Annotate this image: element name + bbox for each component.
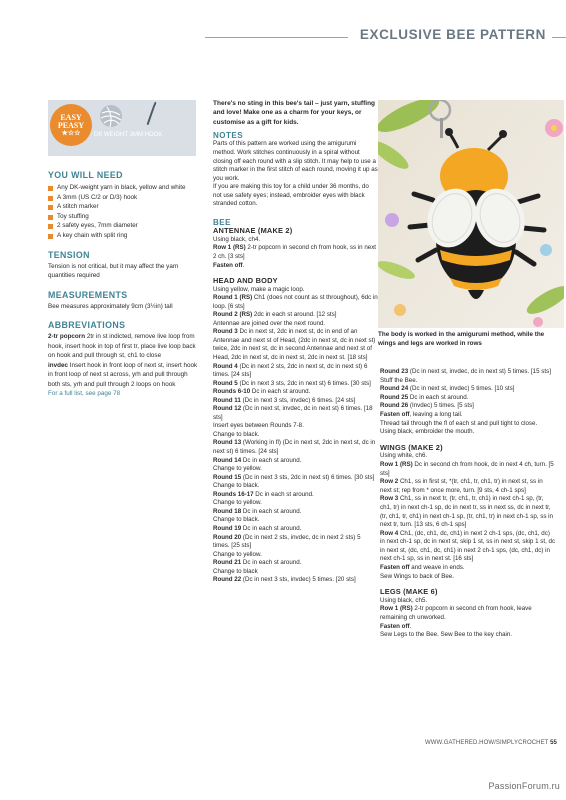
instruction-line — [213, 576, 378, 585]
instruction-text: (Dc in next st, invdec) 5 times. [10 sts] — [408, 385, 515, 393]
wings-instructions — [380, 452, 556, 581]
instruction-line — [213, 422, 378, 431]
instruction-step-label: Round 5 — [213, 379, 238, 387]
instruction-text: Using black, ch4. — [213, 235, 261, 243]
instruction-text: Change to black. — [213, 516, 260, 524]
right-column — [380, 368, 556, 640]
list-item: A stitch marker — [48, 202, 198, 212]
head-body-continued — [380, 368, 556, 437]
instruction-text: Using black, embroider the mouth. — [380, 428, 475, 436]
instruction-text: . — [409, 622, 412, 630]
footer-url[interactable]: WWW.GATHERED.HOW/SIMPLYCROCHET — [425, 740, 549, 746]
instruction-step-label: Round 15 — [213, 473, 242, 481]
instruction-line — [213, 380, 378, 389]
instruction-line — [213, 491, 378, 500]
list-item: A key chain with split ring — [48, 231, 198, 241]
antennae-heading: ANTENNAE (MAKE 2) — [213, 226, 293, 236]
instruction-step-label: Round 24 — [380, 385, 409, 393]
instruction-line — [380, 530, 556, 564]
instruction-line — [213, 534, 378, 551]
page-number: 55 — [550, 740, 557, 746]
yarn-ball-icon — [98, 103, 124, 129]
instruction-step-label: Round 25 — [380, 393, 409, 401]
bullet-square-icon — [48, 186, 53, 191]
instruction-step-label: Row 1 (RS) — [380, 605, 413, 613]
instruction-step-label: Round 20 — [213, 533, 242, 541]
instruction-step-label: Rounds 6-10 — [213, 388, 251, 396]
instruction-text: Dc in each st around. — [241, 507, 302, 515]
instruction-line — [380, 411, 556, 420]
instruction-step-label: Round 3 — [213, 328, 238, 336]
instruction-line — [380, 597, 556, 606]
instruction-line — [380, 478, 556, 495]
instruction-step-label: Round 22 — [213, 576, 242, 584]
watermark: PassionForum.ru — [488, 781, 560, 791]
instruction-line — [380, 402, 556, 411]
head-body-instructions — [213, 286, 378, 585]
instruction-line — [213, 405, 378, 422]
instruction-step-label: Round 13 — [213, 439, 242, 447]
instruction-text: Dc in each st around. — [241, 456, 302, 464]
instruction-text: Dc in each st around. — [253, 490, 314, 498]
instruction-line — [380, 428, 556, 437]
instruction-line — [380, 377, 556, 386]
instruction-line — [213, 482, 378, 491]
left-column — [48, 170, 198, 399]
instruction-text: Ch1, ss in first st, *(tr, ch1, tr, ch1, tr) in next st, ss in next st; rep from * once more, turn. [9 sts, 4 ch-1 sps] — [380, 478, 543, 494]
instruction-text: Change to black. — [213, 482, 260, 490]
instruction-line — [213, 559, 378, 568]
instruction-line — [380, 394, 556, 403]
instruction-text: , leaving a long tail. — [409, 410, 463, 418]
instruction-text: Using white, ch6. — [380, 452, 428, 460]
instruction-line — [213, 457, 378, 466]
instruction-text: 2dc in each st around. [12 sts] — [252, 311, 337, 319]
abbreviation-entry: 2-tr popcorn 2tr in st indicted, remove live loop from hook, insert hook in top of first tr, place live loop back on hook and pull through st, ch1 to close — [48, 333, 196, 360]
instruction-text: Thread tail through the fl of each st and pull tight to close. — [380, 419, 538, 427]
bullet-square-icon — [48, 224, 53, 229]
photo-caption: The body is worked in the amigurumi method, while the wings and legs are worked in rows — [378, 331, 545, 347]
instruction-step-label: Round 12 — [213, 405, 242, 413]
instruction-line — [213, 431, 378, 440]
difficulty-badge — [50, 104, 92, 146]
instruction-line — [213, 320, 378, 329]
measurements-text: Bee measures approximately 9cm (3½in) tall — [48, 302, 173, 310]
instruction-line — [213, 286, 378, 295]
instruction-line — [213, 397, 378, 406]
instruction-text: (Dc in next 3 sts, 2dc in next st) 6 times. [30 sts] — [237, 379, 371, 387]
instruction-text: . — [242, 261, 245, 269]
instruction-text: Ch1, ss in next tr, (tr, ch1, tr, ch1) in next ch-1 sp, (tr, ch1, tr) in next ch-1 sp, dc in next tr, ss in next ss, dc in next tr, (tr, ch1, tr, ch1) in next ch-1 sp, (tr, ch1, tr) in next ch-1 sp, ss in next tr, turn. [13 sts, 6 ch-1 sps] — [380, 495, 553, 529]
instruction-line — [380, 495, 556, 529]
instruction-line — [213, 294, 378, 311]
instruction-line — [213, 328, 378, 362]
instruction-line — [213, 311, 378, 320]
instruction-step-label: Round 18 — [213, 507, 242, 515]
crochet-hook-icon — [138, 100, 164, 126]
instruction-text: Ch1 (does not count as st throughout), 6dc in loop. [6 sts] — [213, 294, 378, 310]
instruction-text: Change to black. — [213, 430, 260, 438]
instruction-text: (Working in fl) (Dc in next st, 2dc in next st, dc in next st) 6 times. [24 sts] — [213, 439, 376, 456]
instruction-text: Change to yellow. — [213, 499, 262, 507]
instruction-text: Antennae are joined over the next round. — [213, 319, 326, 327]
list-item: Toy stuffing — [48, 212, 198, 222]
wings-heading: WINGS (MAKE 2) — [380, 442, 443, 452]
instruction-line — [380, 461, 556, 478]
bee-heading: BEE — [213, 217, 231, 227]
instruction-line — [380, 385, 556, 394]
antennae-instructions — [213, 236, 378, 270]
instruction-text: Dc in each st around. — [408, 393, 469, 401]
instruction-line — [213, 236, 378, 245]
instruction-step-label: Rounds 16-17 — [213, 490, 254, 498]
instruction-line — [380, 564, 556, 573]
instruction-text: and weave in ends. — [409, 564, 465, 572]
tension-text: Tension is not critical, but it may affect the yarn quantities required — [48, 262, 179, 280]
instruction-text: (Dc in next 3 sts, invdec) 5 times. [20 sts] — [241, 576, 356, 584]
instruction-step-label: Row 1 (RS) — [380, 460, 413, 468]
bullet-square-icon — [48, 215, 53, 220]
list-item: A 3mm (US C/2 or D/3) hook — [48, 193, 198, 203]
instruction-text: Using yellow, make a magic loop. — [213, 285, 305, 293]
tension-heading: TENSION — [48, 249, 90, 260]
instruction-step-label: Fasten off — [380, 410, 410, 418]
instruction-text: Dc in second ch from hook, dc in next 4 ch, turn. [5 sts] — [380, 460, 554, 477]
instruction-line — [213, 516, 378, 525]
middle-column — [213, 99, 378, 585]
instruction-step-label: Fasten off — [380, 564, 410, 572]
you-will-need-heading: YOU WILL NEED — [48, 170, 123, 180]
instruction-line — [213, 244, 378, 261]
instruction-text: Dc in each st around. — [241, 559, 302, 567]
instruction-line — [213, 499, 378, 508]
instruction-text: Ch1, (dc, ch1, dc, ch1) in next 2 ch-1 sps, (dc, ch1, dc) in next ch-1 sp, dc in next st, skip 1 st, ss in next st, skip 1 st, dc in next st, (dc, ch1, dc, ch1) in next 2 ch-1 sps, (dc, ch1, dc) in next ch-1 sp, ss in next st. [16 sts] — [380, 529, 556, 563]
instruction-line — [213, 465, 378, 474]
instruction-text: (Dc in next 3 sts, invdec) 6 times. [24 sts] — [240, 396, 356, 404]
instruction-text: Sew Wings to back of Bee. — [380, 572, 454, 580]
instruction-step-label: Row 4 — [380, 529, 399, 537]
instruction-text: (Dc in next 3 sts, 2dc in next st) 6 times. [30 sts] — [241, 473, 375, 481]
list-item: 2 safety eyes, 7mm diameter — [48, 221, 198, 231]
instruction-step-label: Round 19 — [213, 524, 242, 532]
instruction-line — [213, 551, 378, 560]
instruction-step-label: Row 2 — [380, 478, 399, 486]
bullet-square-icon — [48, 196, 53, 201]
instruction-line — [380, 605, 556, 622]
notes-heading: NOTES — [213, 130, 244, 140]
instruction-text: (Dc in next 2 sts, 2dc in next st, dc in next st) 6 times. [24 sts] — [213, 362, 368, 379]
instruction-text: Using black, ch5. — [380, 596, 428, 604]
head-body-heading: HEAD AND BODY — [213, 276, 278, 286]
instruction-text: Sew Legs to the Bee. Sew Bee to the key chain. — [380, 631, 513, 639]
instruction-line — [380, 623, 556, 632]
legs-heading: LEGS (MAKE 6) — [380, 587, 438, 597]
instruction-line — [380, 420, 556, 429]
badge-stars: ★☆☆ — [61, 130, 81, 137]
full-list-link[interactable]: For a full list, see page 78 — [48, 390, 121, 398]
bee-keychain-photo — [378, 100, 564, 328]
instruction-line — [213, 474, 378, 483]
instruction-line — [380, 452, 556, 461]
instruction-step-label: Fasten off — [380, 622, 410, 630]
instruction-line — [213, 525, 378, 534]
footer — [382, 740, 557, 746]
notes-paragraph: If you are making this toy for a child under 36 months, do not use safety eyes; instead, embroider eyes with black stranded cotton. — [213, 183, 369, 208]
instruction-text: Dc in each st around. — [241, 524, 302, 532]
yarn-weight-label: DK WEIGHT — [94, 132, 128, 138]
instruction-step-label: Round 21 — [213, 559, 242, 567]
instruction-step-label: Round 4 — [213, 362, 238, 370]
bullet-square-icon — [48, 205, 53, 210]
materials-list — [48, 183, 198, 241]
instruction-line — [380, 631, 556, 640]
instruction-line — [213, 262, 378, 271]
instruction-step-label: Round 1 (RS) — [213, 294, 253, 302]
instruction-text: 2-tr popcorn in second ch from hook, ss in next 2 ch. [3 sts] — [213, 244, 377, 260]
instruction-text: Change to yellow. — [213, 465, 262, 473]
instruction-line — [380, 573, 556, 582]
instruction-text: Dc in next st, 2dc in next st, dc in end of an Antennae and next st of Head, (2dc in next st, dc in next st) twice, 2dc in next st, dc in second Antennae and next st of Head, 2dc in next st, dc in next st, 2dc in next st. [18 sts] — [213, 328, 376, 362]
badge-line1: EASY — [60, 113, 82, 122]
abbreviation-entry: invdec Insert hook in front loop of next st, insert hook in front loop of next st across, yrh and pull through both sts, yrh and pull through 2 loops on hook — [48, 361, 198, 388]
instruction-line — [213, 388, 378, 397]
instruction-step-label: Round 11 — [213, 396, 241, 404]
instruction-text: 2-tr popcorn in second ch from hook, leave remaining ch unworked. — [380, 605, 532, 622]
legs-instructions — [380, 597, 556, 640]
instruction-text: Insert eyes between Rounds 7-8. — [213, 422, 304, 430]
instruction-text: (Invdec) 5 times. [5 sts] — [408, 402, 474, 410]
instruction-text: Change to yellow. — [213, 550, 262, 558]
instruction-step-label: Row 3 — [380, 495, 399, 503]
intro-text: There's no sting in this bee's tail – just yarn, stuffing and love! Make one as a charm for your keys, or customise as a gift for kids. — [213, 100, 376, 126]
instruction-step-label: Round 14 — [213, 456, 242, 464]
notes-paragraph: Parts of this pattern are worked using the amigurumi method. Work stitches continuously in a spiral without closing off each round with a slip stitch. It may help to use a stitch marker in the first stitch of each round, moving it up as you work. — [213, 140, 378, 182]
badge-line2: PEASY — [57, 121, 85, 130]
instruction-text: (Dc in next 2 sts, invdec, dc in next 2 sts) 5 times. [25 sts] — [213, 533, 361, 550]
instruction-step-label: Row 1 (RS) — [213, 244, 246, 252]
instruction-step-label: Round 2 (RS) — [213, 311, 253, 319]
instruction-step-label: Round 23 — [380, 368, 409, 375]
page-title: EXCLUSIVE BEE PATTERN — [348, 27, 552, 42]
bullet-square-icon — [48, 234, 53, 239]
instruction-line — [213, 439, 378, 456]
instruction-text: Change to black — [213, 567, 258, 575]
list-item: Any DK-weight yarn in black, yellow and white — [48, 183, 198, 193]
abbreviations-heading: ABBREVIATIONS — [48, 320, 126, 331]
instruction-line — [380, 368, 556, 377]
instruction-text: (Dc in next st, invdec, dc in next st) 6 times. [18 sts] — [213, 405, 373, 421]
instruction-line — [213, 568, 378, 577]
instruction-step-label: Round 26 — [380, 402, 409, 410]
instruction-text: Dc in each st around. — [250, 388, 311, 396]
instruction-text: (Dc in next st, invdec, dc in next st) 5 times. [15 sts] — [408, 368, 551, 375]
instruction-step-label: Fasten off — [213, 261, 243, 269]
instruction-line — [213, 363, 378, 380]
instruction-text: Stuff the Bee. — [380, 376, 418, 384]
instruction-line — [213, 508, 378, 517]
hook-size-label: 3MM HOOK — [129, 132, 163, 138]
measurements-heading: MEASUREMENTS — [48, 289, 128, 300]
